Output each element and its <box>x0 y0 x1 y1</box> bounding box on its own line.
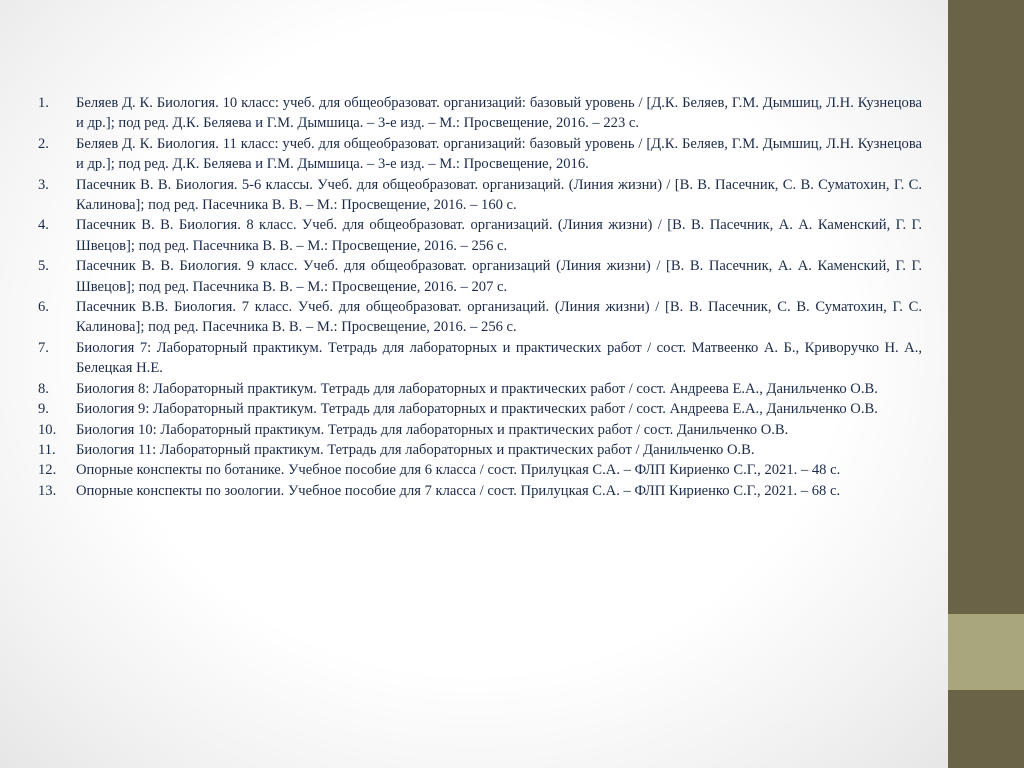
reference-number: 13. <box>38 482 57 499</box>
reference-text: Пасечник В.В. Биология. 7 класс. Учеб. для общеобразоват. организаций. (Линия жизни) / [В. В. Пасечник, С. В. Суматохин, Г. С. Калинова]; под ред. Пасечника В. В. – М.: Просвещение, 2016. – 256 с. <box>76 299 922 336</box>
reference-number: 1. <box>38 95 49 111</box>
reference-item-4 <box>38 215 922 256</box>
reference-item-7 <box>38 338 922 379</box>
reference-item-6 <box>38 297 922 338</box>
reference-text: Пасечник В. В. Биология. 9 класс. Учеб. для общеобразоват. организаций (Линия жизни) / [В. В. Пасечник, А. А. Каменский, Г. Г. Швецов]; под ред. Пасечника В. В. – М.: Просвещение, 2016. – 207 с. <box>76 258 922 295</box>
reference-text: Беляев Д. К. Биология. 10 класс: учеб. для общеобразоват. организаций: базовый уровень / [Д.К. Беляев, Г.М. Дымшиц, Л.Н. Кузнецова и др.]; под ред. Д.К. Беляева и Г.М. Дымшица. – 3-е изд. – М.: Просвещение, 2016. – 223 с. <box>76 95 922 132</box>
reference-list <box>38 93 922 501</box>
reference-number: 9. <box>38 401 49 418</box>
reference-item-11 <box>38 440 922 460</box>
reference-item-5 <box>38 256 922 297</box>
reference-text: Опорные конспекты по зоологии. Учебное пособие для 7 класса / сост. Прилуцкая С.А. – ФЛП Кириенко С.Г., 2021. – 68 с. <box>76 482 841 499</box>
reference-text: Биология 8: Лабораторный практикум. Тетрадь для лабораторных и практических работ / сост. Андреева Е.А., Данильченко О.В. <box>76 380 878 397</box>
reference-item-3 <box>38 175 922 216</box>
reference-item-12 <box>38 460 922 480</box>
reference-number: 12. <box>38 462 57 479</box>
reference-item-2 <box>38 134 922 175</box>
reference-item-8 <box>38 379 922 399</box>
reference-text: Биология 11: Лабораторный практикум. Тетрадь для лабораторных и практических работ / Данильченко О.В. <box>76 441 755 458</box>
reference-number: 2. <box>38 135 49 152</box>
reference-text: Биология 10: Лабораторный практикум. Тетрадь для лабораторных и практических работ / сост. Данильченко О.В. <box>76 421 789 438</box>
reference-number: 8. <box>38 380 49 397</box>
decorative-sidebar-accent <box>948 614 1024 690</box>
reference-number: 6. <box>38 299 49 316</box>
reference-item-13 <box>38 481 922 501</box>
reference-item-1 <box>38 93 922 134</box>
reference-text: Биология 7: Лабораторный практикум. Тетрадь для лабораторных и практических работ / сост. Матвеенко А. Б., Криворучко Н. А., Белецкая Н.Е. <box>76 339 922 377</box>
reference-text: Биология 9: Лабораторный практикум. Тетрадь для лабораторных и практических работ / сост. Андреева Е.А., Данильченко О.В. <box>76 401 878 418</box>
reference-text: Пасечник В. В. Биология. 8 класс. Учеб. для общеобразоват. организаций. (Линия жизни) / [В. В. Пасечник, А. А. Каменский, Г. Г. Швецов]; под ред. Пасечника В. В. – М.: Просвещение, 2016. – 256 с. <box>76 217 922 254</box>
reference-number: 10. <box>38 421 57 438</box>
reference-number: 4. <box>38 217 49 234</box>
reference-item-10 <box>38 420 922 440</box>
reference-text: Опорные конспекты по ботанике. Учебное пособие для 6 класса / сост. Прилуцкая С.А. – ФЛП Кириенко С.Г., 2021. – 48 с. <box>76 462 841 479</box>
reference-text: Пасечник В. В. Биология. 5-6 классы. Учеб. для общеобразоват. организаций. (Линия жизни) / [В. В. Пасечник, С. В. Суматохин, Г. С. Калинова]; под ред. Пасечника В. В. – М.: Просвещение, 2016. – 160 с. <box>76 176 922 214</box>
reference-number: 3. <box>38 176 49 193</box>
reference-text: Беляев Д. К. Биология. 11 класс: учеб. для общеобразоват. организаций: базовый уровень / [Д.К. Беляев, Г.М. Дымшиц, Л.Н. Кузнецова и др.]; под ред. Д.К. Беляева и Г.М. Дымшица. – 3-е изд. – М.: Просвещение, 2016. <box>76 135 922 173</box>
reference-number: 11. <box>38 441 56 458</box>
reference-item-9 <box>38 399 922 419</box>
reference-number: 7. <box>38 339 49 356</box>
reference-number: 5. <box>38 258 49 275</box>
